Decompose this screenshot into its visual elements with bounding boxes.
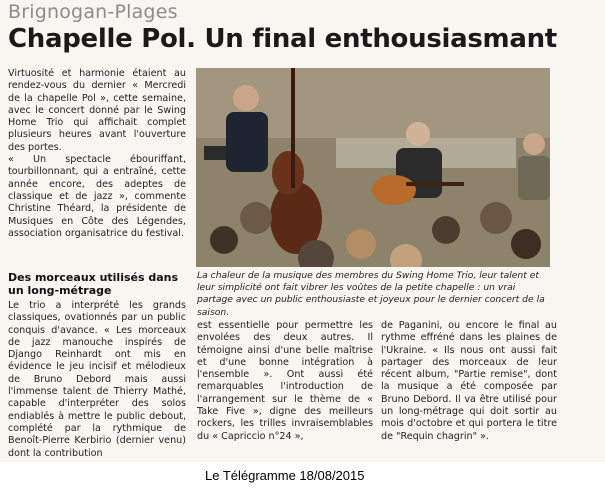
source-line: Le Télégramme 18/08/2015: [205, 468, 365, 483]
location-kicker: Brignogan-Plages: [8, 1, 178, 23]
concert-photo-illustration: [196, 68, 550, 267]
column-2-text: est essentielle pour permettre les envolées des deux autres. Il témoigne ainsi d'une belle maîtrise et d'une bonne intégration à l'ensemble ». Ont aussi été remarquables l'introduction de l'arrangement sur le thème de « Take Five », digne des meilleurs rockers, les trilles invraisemblables du « Capriccio n°24 »,: [197, 320, 373, 442]
photo-caption: La chaleur de la musique des membres du Swing Home Trio, leur talent et leur simplicité ont fait vibrer les voûtes de la petite chapelle : un vrai partage avec un public enthousiaste et joyeux pour le dernier concert de la saison.: [197, 270, 545, 318]
concert-photo: [196, 68, 550, 267]
intro-paragraph: « Un spectacle ébouriffant, tourbillonnant, qui a entraîné, cette année encore, des adeptes de classique et de jazz », commente Christine Théard, la présidente de Musiques en Côte des Légendes, association organisatrice du festival.: [8, 154, 186, 239]
article-subheading: Des morceaux utilisés dans un long-métrage: [8, 271, 179, 297]
article-column-1: [8, 300, 186, 460]
article-column-3: [381, 320, 557, 443]
column-1-text: Le trio a interprété les grands classiques, ovationnés par un public conquis d'avance. « Les morceaux de jazz manouche inspirés de Django Reinhardt ont mis en évidence le jeu incisif et mélodieux de Bruno Debord mais aussi l'immense talent de Thierry Mathé, capable d'interpréter des solos endiablés à mettre le public debout, complété par la rythmique de Benoît-Pierre Kerbirio (dernier venu) dont la contribution: [8, 300, 186, 459]
article-headline: Chapelle Pol. Un final enthousiasmant: [8, 24, 557, 54]
article-column-2: [197, 320, 373, 443]
article-intro: [8, 68, 186, 240]
column-3-text: de Paganini, ou encore le final au rythme effréné dans les plaines de l'Ukraine. « Ils nous ont aussi fait partager des morceaux de leur récent album, "Partie remise", dont la musique a été composée par Bruno Debord. Il va être utilisé pour un long-métrage qui doit sortir au mois d'octobre et qui portera le titre de "Requin chagrin" ».: [381, 320, 557, 442]
intro-paragraph: Virtuosité et harmonie étaient au rendez-vous du dernier « Mercredi de la chapelle Pol », cette semaine, avec le concert donné par le Swing Home Trio qui affichait complet plusieurs heures avant l'ouverture des portes.: [8, 68, 186, 153]
